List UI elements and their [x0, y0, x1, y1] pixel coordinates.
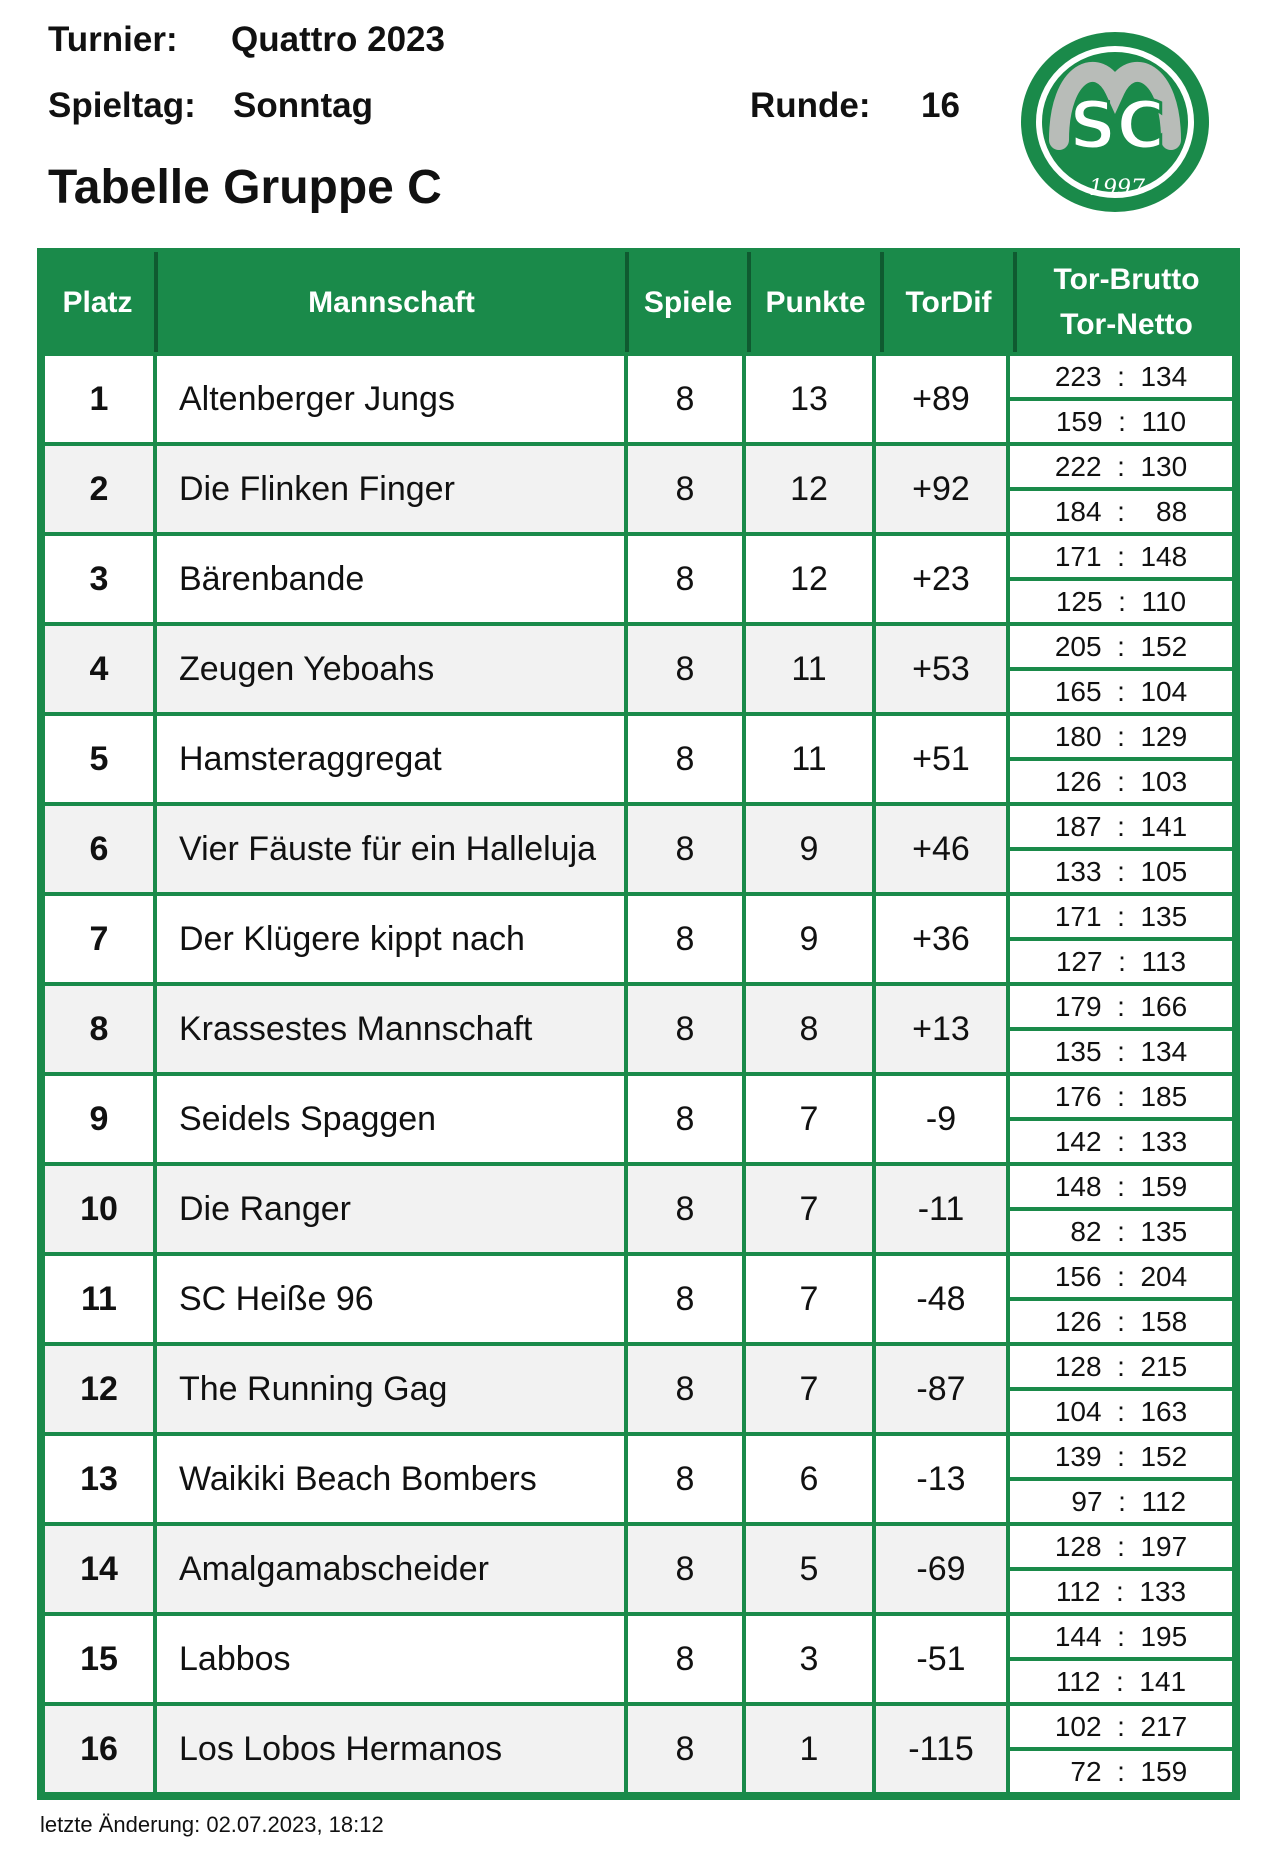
- cell-tordif: -9: [876, 1076, 1006, 1162]
- cell-tor-netto: 82 : 135: [1010, 1211, 1232, 1252]
- cell-tor-netto: 72 : 159: [1010, 1751, 1232, 1792]
- cell-punkte: 5: [746, 1526, 872, 1612]
- cell-tordif: -69: [876, 1526, 1006, 1612]
- cell-team: Der Klügere kippt nach: [157, 896, 624, 982]
- col-header-punkte: Punkte: [751, 252, 884, 352]
- cell-spiele: 8: [628, 536, 742, 622]
- cell-team: SC Heiße 96: [157, 1256, 624, 1342]
- table-row: [45, 1706, 1232, 1792]
- header-spieltag-value: Sonntag: [233, 86, 373, 125]
- col-header-tor-netto: Tor-Netto: [1060, 308, 1193, 341]
- cell-tor-netto: 97 : 112: [1010, 1481, 1232, 1522]
- last-change: letzte Änderung: 02.07.2023, 18:12: [40, 1812, 384, 1837]
- cell-tor-brutto: 128 : 197: [1010, 1526, 1232, 1567]
- cell-spiele: 8: [628, 446, 742, 532]
- cell-team: Altenberger Jungs: [157, 356, 624, 442]
- cell-spiele: 8: [628, 716, 742, 802]
- table-row: [45, 1076, 1232, 1162]
- cell-tordif: +46: [876, 806, 1006, 892]
- cell-tordif: +36: [876, 896, 1006, 982]
- cell-platz: 11: [45, 1256, 153, 1342]
- cell-tordif: -51: [876, 1616, 1006, 1702]
- cell-tordif: -13: [876, 1436, 1006, 1522]
- standings-table: [37, 248, 1240, 1800]
- header-runde-value: 16: [921, 86, 960, 125]
- table-row: [45, 626, 1232, 712]
- header-runde-label: Runde:: [750, 86, 871, 125]
- cell-tor-brutto: 148 : 159: [1010, 1166, 1232, 1207]
- col-header-tor: [1017, 252, 1236, 352]
- table-row: [45, 1346, 1232, 1432]
- col-header-tor-brutto: Tor-Brutto: [1053, 263, 1200, 296]
- cell-punkte: 11: [746, 716, 872, 802]
- cell-spiele: 8: [628, 1616, 742, 1702]
- cell-tor-netto: 112 : 133: [1010, 1571, 1232, 1612]
- cell-tordif: -48: [876, 1256, 1006, 1342]
- table-row: [45, 806, 1232, 892]
- cell-team: Die Flinken Finger: [157, 446, 624, 532]
- cell-platz: 5: [45, 716, 153, 802]
- header-spieltag-label: Spieltag:: [48, 86, 196, 125]
- cell-tor-brutto: 180 : 129: [1010, 716, 1232, 757]
- page-title: Tabelle Gruppe C: [48, 161, 442, 214]
- cell-spiele: 8: [628, 1256, 742, 1342]
- cell-team: Vier Fäuste für ein Halleluja: [157, 806, 624, 892]
- cell-tor-netto: 133 : 105: [1010, 851, 1232, 892]
- cell-platz: 12: [45, 1346, 153, 1432]
- cell-platz: 13: [45, 1436, 153, 1522]
- cell-platz: 3: [45, 536, 153, 622]
- cell-tor-brutto: 156 : 204: [1010, 1256, 1232, 1297]
- cell-punkte: 1: [746, 1706, 872, 1792]
- cell-tor-netto: 142 : 133: [1010, 1121, 1232, 1162]
- cell-platz: 2: [45, 446, 153, 532]
- cell-platz: 8: [45, 986, 153, 1072]
- cell-punkte: 8: [746, 986, 872, 1072]
- cell-spiele: 8: [628, 1526, 742, 1612]
- cell-team: Amalgamabscheider: [157, 1526, 624, 1612]
- cell-team: Krassestes Mannschaft: [157, 986, 624, 1072]
- cell-punkte: 12: [746, 446, 872, 532]
- cell-platz: 10: [45, 1166, 153, 1252]
- logo-letters: SC: [1069, 87, 1165, 164]
- cell-punkte: 7: [746, 1346, 872, 1432]
- cell-tor-netto: 127 : 113: [1010, 941, 1232, 982]
- cell-spiele: 8: [628, 986, 742, 1072]
- table-row: [45, 446, 1232, 532]
- cell-tordif: +92: [876, 446, 1006, 532]
- cell-platz: 4: [45, 626, 153, 712]
- cell-platz: 6: [45, 806, 153, 892]
- cell-team: Bärenbande: [157, 536, 624, 622]
- cell-punkte: 11: [746, 626, 872, 712]
- cell-platz: 1: [45, 356, 153, 442]
- cell-tor-brutto: 128 : 215: [1010, 1346, 1232, 1387]
- cell-punkte: 7: [746, 1256, 872, 1342]
- cell-spiele: 8: [628, 806, 742, 892]
- cell-spiele: 8: [628, 896, 742, 982]
- cell-team: Die Ranger: [157, 1166, 624, 1252]
- cell-team: The Running Gag: [157, 1346, 624, 1432]
- cell-punkte: 3: [746, 1616, 872, 1702]
- cell-tordif: -87: [876, 1346, 1006, 1432]
- cell-spiele: 8: [628, 1346, 742, 1432]
- logo-year: 1997: [1089, 176, 1145, 201]
- col-header-platz: Platz: [41, 252, 158, 352]
- cell-tordif: +51: [876, 716, 1006, 802]
- cell-tor-brutto: 179 : 166: [1010, 986, 1232, 1027]
- cell-punkte: 12: [746, 536, 872, 622]
- cell-tor-brutto: 205 : 152: [1010, 626, 1232, 667]
- cell-tor-brutto: 187 : 141: [1010, 806, 1232, 847]
- header-turnier-label: Turnier:: [48, 20, 178, 59]
- cell-team: Hamsteraggregat: [157, 716, 624, 802]
- cell-tor-netto: 126 : 158: [1010, 1301, 1232, 1342]
- cell-tor-brutto: 144 : 195: [1010, 1616, 1232, 1657]
- cell-team: Seidels Spaggen: [157, 1076, 624, 1162]
- cell-platz: 7: [45, 896, 153, 982]
- cell-platz: 14: [45, 1526, 153, 1612]
- cell-tor-brutto: 102 : 217: [1010, 1706, 1232, 1747]
- cell-tor-brutto: 223 : 134: [1010, 356, 1232, 397]
- table-row: [45, 536, 1232, 622]
- table-row: [45, 986, 1232, 1072]
- cell-spiele: 8: [628, 1166, 742, 1252]
- cell-punkte: 7: [746, 1076, 872, 1162]
- table-row: [45, 1616, 1232, 1702]
- cell-spiele: 8: [628, 1436, 742, 1522]
- table-row: [45, 1256, 1232, 1342]
- cell-tor-netto: 159 : 110: [1010, 401, 1232, 442]
- cell-tor-netto: 135 : 134: [1010, 1031, 1232, 1072]
- cell-platz: 9: [45, 1076, 153, 1162]
- cell-spiele: 8: [628, 1076, 742, 1162]
- cell-tor-brutto: 171 : 148: [1010, 536, 1232, 577]
- cell-tor-brutto: 171 : 135: [1010, 896, 1232, 937]
- cell-punkte: 7: [746, 1166, 872, 1252]
- cell-team: Waikiki Beach Bombers: [157, 1436, 624, 1522]
- cell-tor-brutto: 139 : 152: [1010, 1436, 1232, 1477]
- cell-tordif: +53: [876, 626, 1006, 712]
- cell-punkte: 6: [746, 1436, 872, 1522]
- cell-punkte: 13: [746, 356, 872, 442]
- cell-tor-netto: 165 : 104: [1010, 671, 1232, 712]
- table-row: [45, 1526, 1232, 1612]
- cell-punkte: 9: [746, 806, 872, 892]
- cell-spiele: 8: [628, 1706, 742, 1792]
- col-header-spiele: Spiele: [629, 252, 751, 352]
- cell-tordif: +13: [876, 986, 1006, 1072]
- cell-team: Labbos: [157, 1616, 624, 1702]
- cell-tor-netto: 184 : 88: [1010, 491, 1232, 532]
- cell-spiele: 8: [628, 356, 742, 442]
- cell-tordif: +89: [876, 356, 1006, 442]
- table-row: [45, 356, 1232, 442]
- cell-tordif: -11: [876, 1166, 1006, 1252]
- cell-tordif: -115: [876, 1706, 1006, 1792]
- club-logo: [1019, 30, 1212, 215]
- cell-tor-brutto: 222 : 130: [1010, 446, 1232, 487]
- cell-tor-netto: 125 : 110: [1010, 581, 1232, 622]
- cell-platz: 15: [45, 1616, 153, 1702]
- col-header-tordif: TorDif: [884, 252, 1017, 352]
- cell-tordif: +23: [876, 536, 1006, 622]
- col-header-mannschaft: Mannschaft: [158, 252, 629, 352]
- table-row: [45, 1436, 1232, 1522]
- table-row: [45, 716, 1232, 802]
- cell-tor-netto: 126 : 103: [1010, 761, 1232, 802]
- cell-tor-netto: 112 : 141: [1010, 1661, 1232, 1702]
- cell-tor-brutto: 176 : 185: [1010, 1076, 1232, 1117]
- cell-punkte: 9: [746, 896, 872, 982]
- table-row: [45, 896, 1232, 982]
- cell-team: Zeugen Yeboahs: [157, 626, 624, 712]
- cell-tor-netto: 104 : 163: [1010, 1391, 1232, 1432]
- header-turnier-value: Quattro 2023: [231, 20, 445, 59]
- table-row: [45, 1166, 1232, 1252]
- cell-team: Los Lobos Hermanos: [157, 1706, 624, 1792]
- cell-spiele: 8: [628, 626, 742, 712]
- cell-platz: 16: [45, 1706, 153, 1792]
